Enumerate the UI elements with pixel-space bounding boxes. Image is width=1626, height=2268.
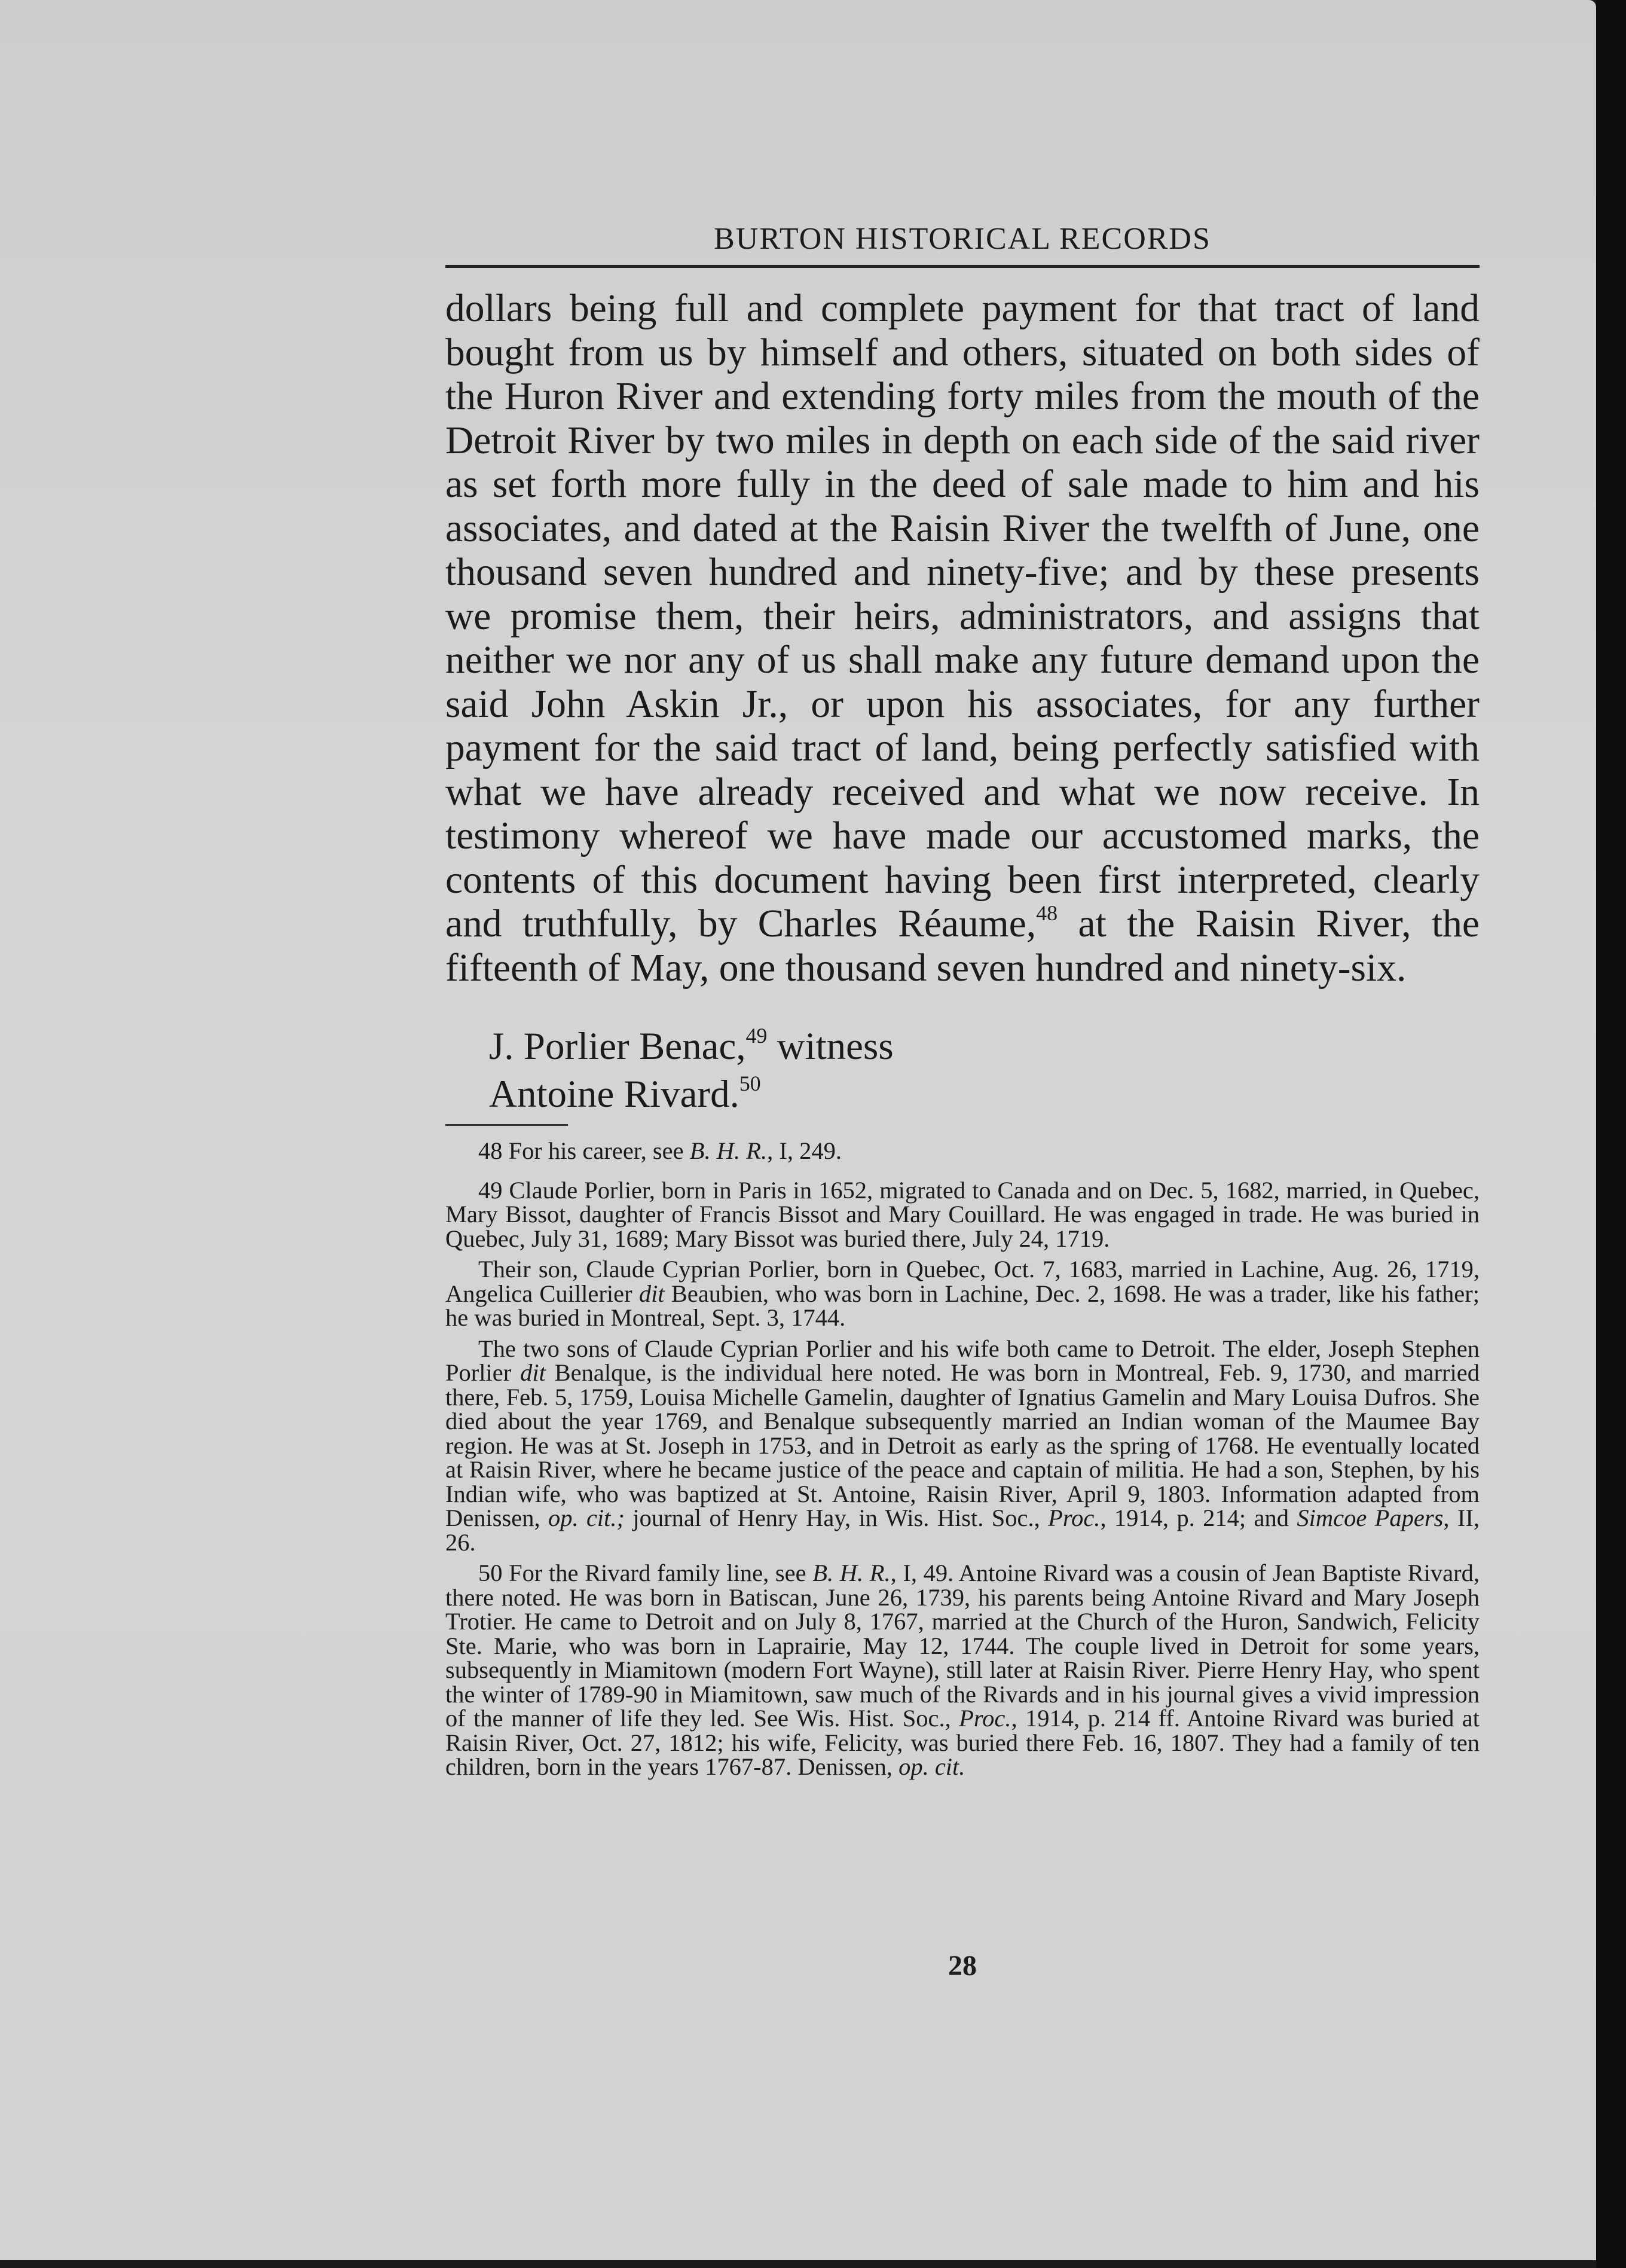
footnote-ref-48: 48 [1036, 901, 1058, 925]
footnote-50 [445, 1561, 1480, 1779]
footnote-ref-50: 50 [739, 1072, 761, 1096]
footnote-49 [445, 1176, 1480, 1252]
footnote-italic: Proc. [959, 1705, 1011, 1732]
footnote-48 [445, 1139, 1480, 1164]
footnote-citation: B. H. R. [812, 1559, 891, 1586]
signature-name: J. Porlier Benac, [489, 1025, 746, 1068]
signature-rivard [489, 1070, 761, 1118]
footnote-italic: op. cit.; [548, 1504, 625, 1531]
main-body-text [445, 287, 1480, 990]
signature-porlier [489, 1022, 894, 1070]
footnote-italic: dit [638, 1280, 665, 1307]
body-text-main: dollars being full and complete payment for that tract of land bought from us by himself and others, situated on both sides of the Huron River and extending forty miles from the mouth of the Detroit River by two miles in depth on each side of the said river as set forth more fully in the deed of sale made to him and his associates, and dated at the Raisin River the twelfth of June, one thousand seven hundred and ninety-five; and by these presents we promise them, their heirs, administrators, and assigns that neither we nor any of us shall make any future demand upon the said John Askin Jr., or upon his associates, for any further payment for the said tract of land, being perfectly satisfied with what we have already received and what we now receive. In testimony whereof we have made our accustomed marks, the contents of this document having been first interpreted, clearly and truthfully, by Charles Réaume, [445, 287, 1480, 945]
footnote-citation: B. H. R. [689, 1137, 768, 1164]
footnote-italic: Proc. [1048, 1504, 1101, 1531]
footnote-number: 48 [478, 1137, 503, 1164]
footnote-text: journal of Henry Hay, in Wis. Hist. Soc., [625, 1504, 1049, 1531]
footnote-text: , I, 49. Antoine Rivard was a cousin of Jean Baptiste Rivard, there noted. He was born in Batiscan, June 26, 1739, his parents being Antoine Rivard and Mary Joseph Trotier. He came to Detroit and on July 8, 1767, married at the Church of the Huron, Sandwich, Felicity Ste. Marie, who was born in Laprairie, May 12, 1744. The couple lived in Detroit for some years, subsequently in Miamitown (modern Fort Wayne), still later at Raisin River. Pierre Henry Hay, who spent the winter of 1789-90 in Miamitown, saw much of the Rivards and in his journal gives a vivid impression of the manner of life they led. See Wis. Hist. Soc., [445, 1559, 1480, 1732]
signature-role: witness [767, 1025, 894, 1068]
footnote-49-paragraph-2 [445, 1257, 1480, 1330]
footnote-text: , 1914, p. 214; and [1100, 1504, 1297, 1531]
footnote-text: , I, 249. [767, 1137, 842, 1164]
footnote-text: , II, 26. [445, 1504, 1480, 1556]
footnote-italic: op. cit. [898, 1753, 965, 1780]
footnote-text: Their son, Claude Cyprian Porlier, born in Quebec, Oct. 7, 1683, married in Lachine, Aug. 26, 1719, Angelica Cuillerier [445, 1256, 1480, 1307]
page-number: 28 [948, 1950, 977, 1982]
footnote-text: The two sons of Claude Cyprian Porlier and his wife both came to Detroit. The elder, Joseph Stephen Porlier [445, 1335, 1480, 1386]
header-rule [445, 265, 1480, 268]
footnote-text: For his career, see [502, 1137, 690, 1164]
footnote-49-paragraph-3 [445, 1337, 1480, 1555]
footnote-number: 49 [478, 1176, 503, 1204]
footnote-italic: dit [520, 1359, 546, 1386]
footnote-text: , 1914, p. 214 ff. Antoine Rivard was buried at Raisin River, Oct. 27, 1812; his wife, Felicity, was buried there Feb. 16, 1807. They had a family of ten children, born in the years 1767-87. Denissen, [445, 1705, 1480, 1780]
footnote-text: Benalque, is the individual here noted. He was born in Montreal, Feb. 9, 1730, and married there, Feb. 5, 1759, Louisa Michelle Gamelin, daughter of Ignatius Gamelin and Mary Louisa Dufros. She died about the year 1769, and Benalque subsequently married an Indian woman of the Maumee Bay region. He was at St. Joseph in 1753, and in Detroit as early as the spring of 1768. He eventually located at Raisin River, where he became justice of the peace and captain of militia. He had a son, Stephen, by his Indian wife, who was baptized at St. Antoine, Raisin River, April 9, 1803. Information adapted from Denissen, [445, 1359, 1480, 1531]
footnotes-section [445, 1139, 1480, 1786]
footnote-ref-49: 49 [745, 1024, 768, 1048]
body-text-tail: at the Raisin River, the fifteenth of May, one thousand seven hundred and ninety-six. [445, 902, 1480, 990]
scan-edge-shadow [1596, 0, 1626, 2268]
signature-name: Antoine Rivard. [489, 1073, 739, 1116]
footnote-text: Claude Porlier, born in Paris in 1652, migrated to Canada and on Dec. 5, 1682, married, in Quebec, Mary Bissot, daughter of Francis Bissot and Mary Couillard. He was engaged in trade. He was buried in Quebec, July 31, 1689; Mary Bissot was buried there, July 24, 1719. [445, 1176, 1480, 1252]
footnote-rule [445, 1124, 568, 1126]
footnote-number: 50 [478, 1559, 503, 1586]
footnote-text: Beaubien, who was born in Lachine, Dec. 2, 1698. He was a trader, like his father; he was buried in Montreal, Sept. 3, 1744. [445, 1280, 1480, 1331]
footnote-italic: Simcoe Papers [1297, 1504, 1444, 1531]
running-head: BURTON HISTORICAL RECORDS [714, 222, 1211, 256]
footnote-text: For the Rivard family line, see [502, 1559, 813, 1586]
